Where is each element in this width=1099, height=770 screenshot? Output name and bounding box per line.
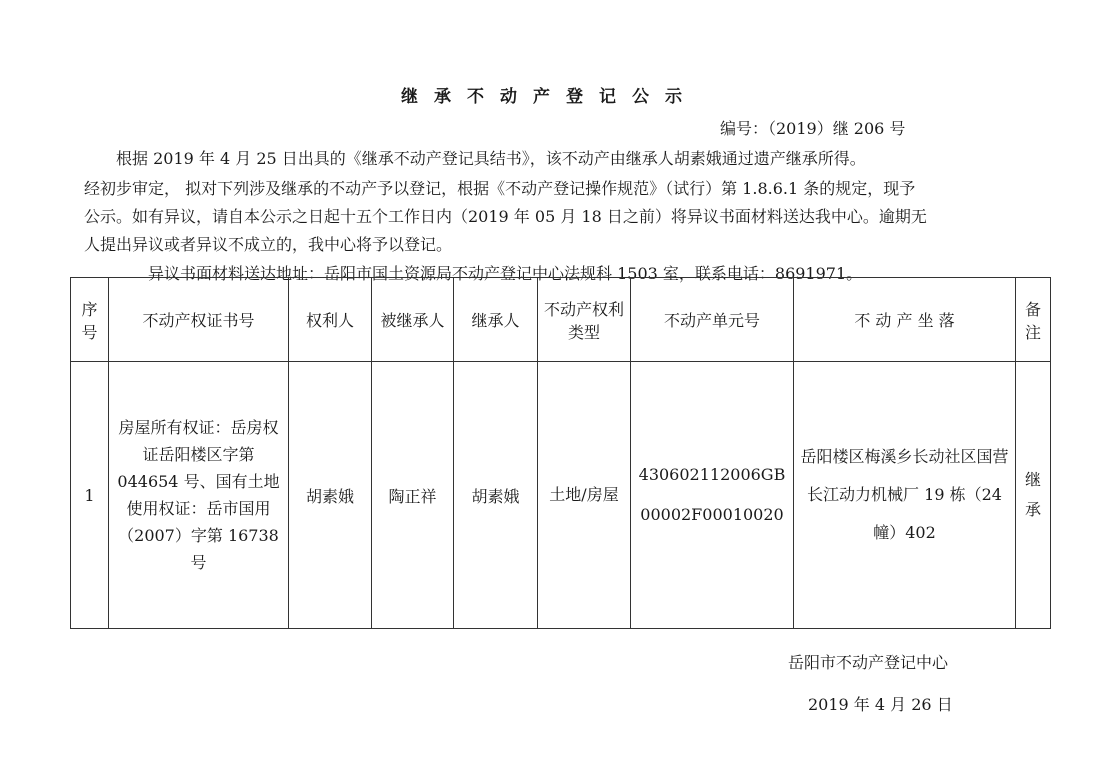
issuing-organization: 岳阳市不动产登记中心 [788,653,949,672]
issue-date: 2019 年 4 月 26 日 [808,695,953,714]
inheritance-register-table [70,277,1051,629]
cell-right-type: 土地/房屋 [538,362,631,629]
paragraph-review-line-3: 人提出异议或者异议不成立的，我中心将予以登记。 [84,235,453,254]
document-number: 编号：（2019）继 206 号 [720,119,906,138]
paragraph-review-line-2: 公示。如有异议，请自本公示之日起十五个工作日内（2019 年 05 月 18 日之前）将异议书面材料送达我中心。逾期无 [84,207,927,226]
header-owner: 权利人 [289,278,372,362]
header-seq: 序号 [71,278,109,362]
header-cert-no: 不动产权证书号 [109,278,289,362]
cell-location: 岳阳楼区梅溪乡长动社区国营长江动力机械厂 19 栋（24 幢）402 [794,362,1016,629]
cell-remark: 继承 [1016,362,1051,629]
paragraph-address: 异议书面材料送达地址：岳阳市国土资源局不动产登记中心法规科 1503 室，联系电话：8691971。 [148,264,863,283]
cell-cert-no: 房屋所有权证：岳房权证岳阳楼区字第 044654 号、国有土地使用权证：岳市国用（2007）字第 16738 号 [109,362,289,629]
header-heir: 继承人 [454,278,538,362]
notice-title: 继承不动产登记公示 [401,87,698,107]
cell-owner: 胡素娥 [289,362,372,629]
header-decedent: 被继承人 [372,278,454,362]
table-header-row [71,278,1051,362]
cell-decedent: 陶正祥 [372,362,454,629]
header-remark: 备注 [1016,278,1051,362]
cell-seq: 1 [71,362,109,629]
table-row [71,362,1051,629]
header-unit-no: 不动产单元号 [631,278,794,362]
header-location: 不 动 产 坐 落 [794,278,1016,362]
paragraph-review-line-1: 经初步审定， 拟对下列涉及继承的不动产予以登记，根据《不动产登记操作规范》（试行）第 1.8.6.1 条的规定，现予 [84,179,916,198]
cell-heir: 胡素娥 [454,362,538,629]
header-right-type: 不动产权利类型 [538,278,631,362]
cell-unit-no: 430602112006GB00002F00010020 [631,362,794,629]
paragraph-source: 根据 2019 年 4 月 25 日出具的《继承不动产登记具结书》，该不动产由继承人胡素娥通过遗产继承所得。 [116,149,866,168]
